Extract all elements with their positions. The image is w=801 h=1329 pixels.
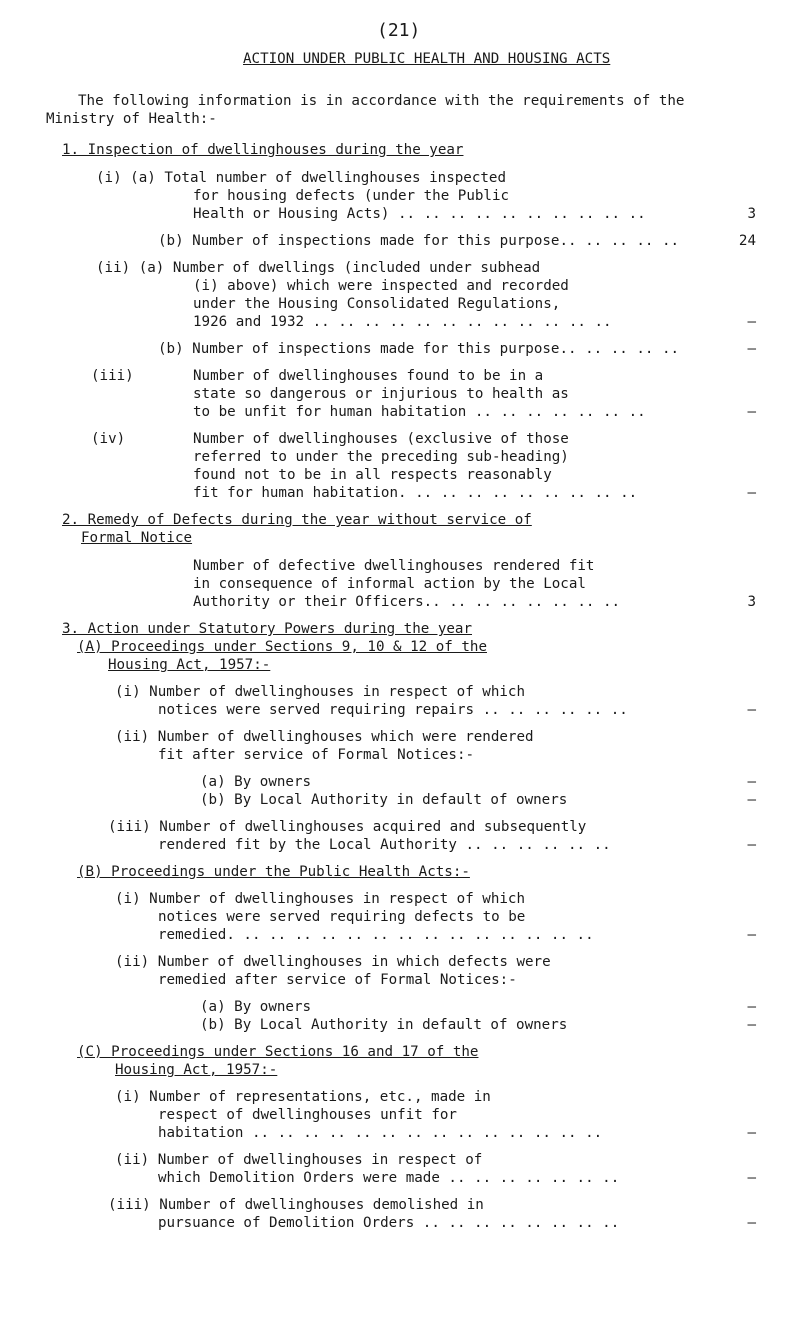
- item-A-ii-a: (a) By owners: [200, 774, 312, 790]
- item-A-ii-line-1: (ii) Number of dwellinghouses which were rendered: [115, 729, 534, 745]
- item-B-ii-a: (a) By owners: [200, 999, 312, 1015]
- item-1-ii-a-line-3: under the Housing Consolidated Regulations,: [193, 296, 561, 312]
- item-C-ii-line-2: which Demolition Orders were made .. .. .. .. .. .. ..: [158, 1170, 620, 1186]
- section-2-body-line-1: Number of defective dwellinghouses rendered fit: [193, 558, 595, 574]
- item-A-i-line-2: notices were served requiring repairs .. .. .. .. .. ..: [158, 702, 628, 718]
- section-2-title-line-2: Formal Notice: [81, 530, 193, 546]
- sub-C-title-line-2: Housing Act, 1957:-: [115, 1062, 278, 1078]
- sub-B-title: (B) Proceedings under the Public Health Acts:-: [77, 864, 470, 880]
- item-1-ii-a-value: –: [747, 314, 756, 330]
- item-A-iii-line-2: rendered fit by the Local Authority .. .. .. .. .. ..: [158, 837, 611, 853]
- item-C-iii-value: –: [747, 1215, 756, 1231]
- item-A-ii-b: (b) By Local Authority in default of owners: [200, 792, 568, 808]
- item-1-i-a-line-3: Health or Housing Acts) .. .. .. .. .. .. .. .. .. ..: [193, 206, 646, 222]
- item-A-iii-value: –: [747, 837, 756, 853]
- item-1-i-b: (b) Number of inspections made for this purpose.. .. .. .. ..: [158, 233, 680, 249]
- item-B-ii-line-2: remedied after service of Formal Notices:-: [158, 972, 517, 988]
- item-1-ii-b: (b) Number of inspections made for this purpose.. .. .. .. ..: [158, 341, 680, 357]
- item-1-iii-line-3: to be unfit for human habitation .. .. .. .. .. .. ..: [193, 404, 646, 420]
- page-number: (21): [377, 20, 421, 41]
- item-B-ii-line-1: (ii) Number of dwellinghouses in which defects were: [115, 954, 551, 970]
- sub-C-title-line-1: (C) Proceedings under Sections 16 and 17 of the: [77, 1044, 479, 1060]
- item-B-ii-b: (b) By Local Authority in default of owners: [200, 1017, 568, 1033]
- section-2-body-line-3: Authority or their Officers.. .. .. .. .. .. .. ..: [193, 594, 621, 610]
- item-B-ii-a-value: –: [747, 999, 756, 1015]
- sub-A-title-line-2: Housing Act, 1957:-: [108, 657, 271, 673]
- item-A-ii-line-2: fit after service of Formal Notices:-: [158, 747, 475, 763]
- item-A-ii-b-value: –: [747, 792, 756, 808]
- item-C-i-line-3: habitation .. .. .. .. .. .. .. .. .. .. .. .. .. ..: [158, 1125, 603, 1141]
- intro-line-1: The following information is in accordance with the requirements of the: [78, 93, 685, 109]
- item-1-iii-value: –: [747, 404, 756, 420]
- item-A-iii-line-1: (iii) Number of dwellinghouses acquired and subsequently: [108, 819, 587, 835]
- item-1-iii-line-2: state so dangerous or injurious to health as: [193, 386, 569, 402]
- item-B-i-line-3: remedied. .. .. .. .. .. .. .. .. .. .. .. .. .. ..: [158, 927, 594, 943]
- item-1-iii-line-1: Number of dwellinghouses found to be in a: [193, 368, 544, 384]
- item-C-ii-value: –: [747, 1170, 756, 1186]
- item-1-i-a-line-2: for housing defects (under the Public: [193, 188, 510, 204]
- section-2-body-line-2: in consequence of informal action by the Local: [193, 576, 586, 592]
- item-B-i-value: –: [747, 927, 756, 943]
- item-B-ii-b-value: –: [747, 1017, 756, 1033]
- item-B-i-line-2: notices were served requiring defects to be: [158, 909, 526, 925]
- item-C-i-line-1: (i) Number of representations, etc., made in: [115, 1089, 491, 1105]
- item-1-ii-a-line-4: 1926 and 1932 .. .. .. .. .. .. .. .. .. .. .. ..: [193, 314, 612, 330]
- item-1-iv-value: –: [747, 485, 756, 501]
- item-1-i-b-value: 24: [738, 233, 756, 249]
- item-B-i-line-1: (i) Number of dwellinghouses in respect of which: [115, 891, 525, 907]
- item-1-iv-label: (iv): [91, 431, 126, 447]
- item-1-ii-a-line-2: (i) above) which were inspected and recorded: [193, 278, 569, 294]
- item-1-iv-line-2: referred to under the preceding sub-heading): [193, 449, 569, 465]
- item-A-i-line-1: (i) Number of dwellinghouses in respect of which: [115, 684, 525, 700]
- item-1-iv-line-1: Number of dwellinghouses (exclusive of those: [193, 431, 569, 447]
- page-heading: ACTION UNDER PUBLIC HEALTH AND HOUSING ACTS: [243, 51, 611, 67]
- item-A-i-value: –: [747, 702, 756, 718]
- item-1-ii-b-value: –: [747, 341, 756, 357]
- item-1-iv-line-3: found not to be in all respects reasonably: [193, 467, 552, 483]
- item-C-i-value: –: [747, 1125, 756, 1141]
- item-1-iii-label: (iii): [91, 368, 134, 384]
- item-1-i-a-line-1: (i) (a) Total number of dwellinghouses inspected: [96, 170, 506, 186]
- section-2-title-line-1: 2. Remedy of Defects during the year without service of: [62, 512, 532, 528]
- item-C-iii-line-2: pursuance of Demolition Orders .. .. .. .. .. .. .. ..: [158, 1215, 620, 1231]
- item-1-iv-line-4: fit for human habitation. .. .. .. .. .. .. .. .. ..: [193, 485, 638, 501]
- sub-A-title-line-1: (A) Proceedings under Sections 9, 10 & 12 of the: [77, 639, 487, 655]
- section-3-title: 3. Action under Statutory Powers during the year: [62, 621, 472, 637]
- item-1-i-a-value: 3: [747, 206, 756, 222]
- section-1-title: 1. Inspection of dwellinghouses during the year: [62, 142, 464, 158]
- section-2-value: 3: [747, 594, 756, 610]
- item-1-ii-a-line-1: (ii) (a) Number of dwellings (included under subhead: [96, 260, 541, 276]
- item-A-ii-a-value: –: [747, 774, 756, 790]
- item-C-iii-line-1: (iii) Number of dwellinghouses demolished in: [108, 1197, 484, 1213]
- item-C-i-line-2: respect of dwellinghouses unfit for: [158, 1107, 457, 1123]
- intro-line-2: Ministry of Health:-: [46, 111, 217, 127]
- item-C-ii-line-1: (ii) Number of dwellinghouses in respect of: [115, 1152, 483, 1168]
